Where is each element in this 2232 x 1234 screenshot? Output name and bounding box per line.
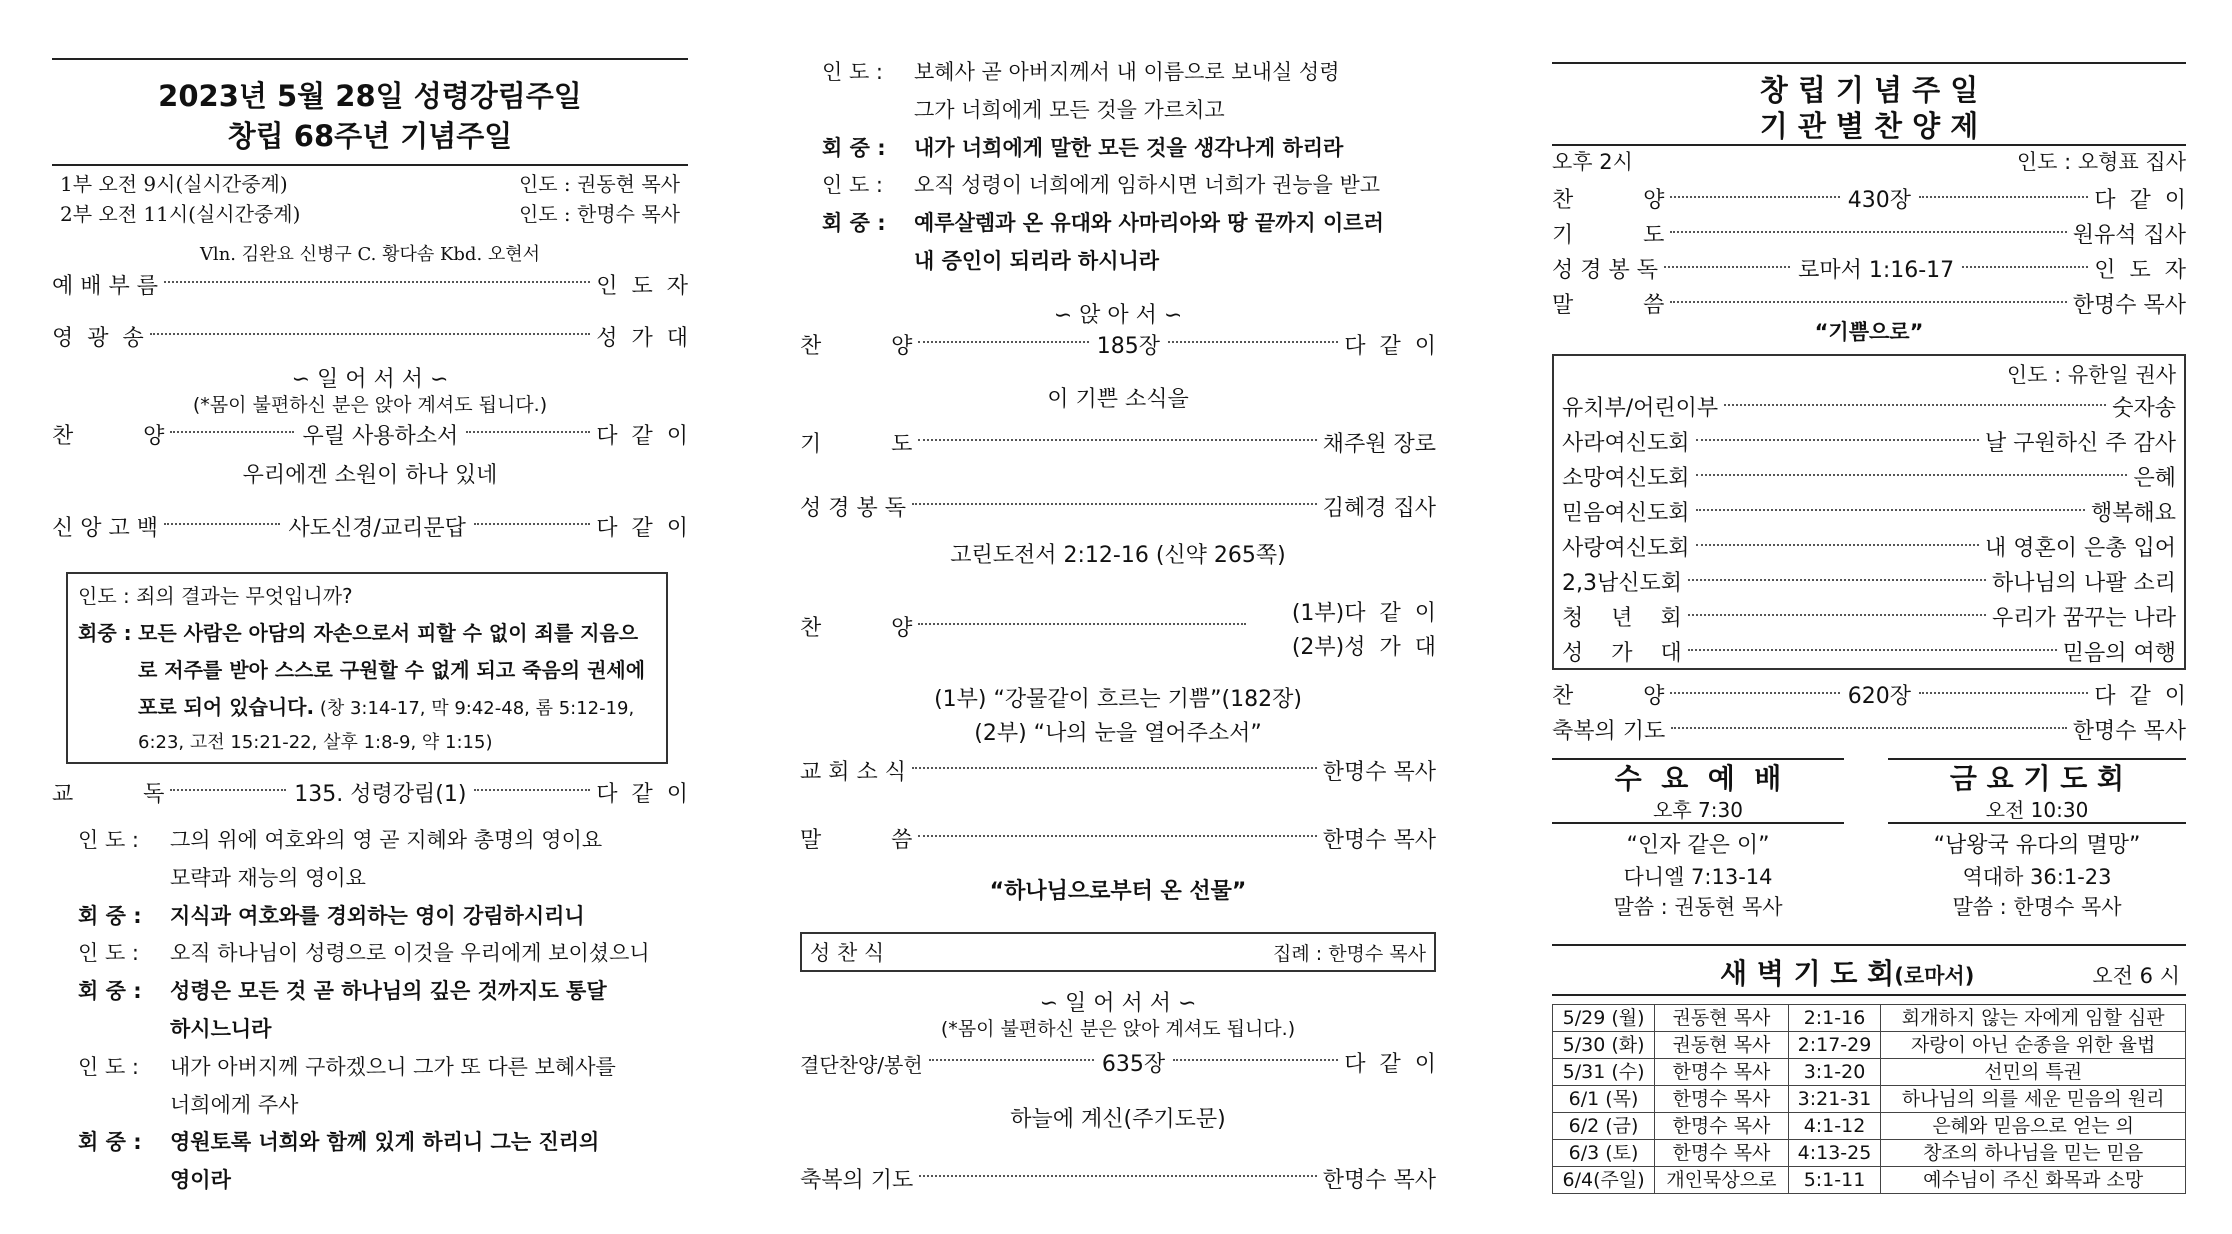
table-cell: 6/4(주일)	[1553, 1167, 1655, 1194]
table-cell: 한명수 목사	[1655, 1059, 1789, 1086]
wednesday-service: 수 요 예 배 오후 7:30 “인자 같은 이” 다니엘 7:13-14 말씀 : 권동현 목사	[1552, 758, 1844, 922]
sermon-title: “하나님으로부터 온 선물”	[989, 879, 1247, 904]
anthem-1-title: (1부) “강물같이 흐르는 기쁨”(182장)	[934, 687, 1302, 712]
stand-marker-2: ∽ 일 어 서 서 ∽	[1039, 991, 1197, 1016]
table-cell: 6/2 (금)	[1553, 1113, 1655, 1140]
table-cell: 선민의 특권	[1881, 1059, 2186, 1086]
table-cell: 2:1-16	[1788, 1005, 1881, 1032]
choir-festival-box: 인도 : 유한일 권사 유치부/어린이부 숫자송 사라여신도회 날 구원하신 주 감사 소망여신도회 은혜 믿음여신도회 행복해요 사랑여신도회 내 영혼이 은총 입어 2,3남신도회 하나님의 나팔 소리 청 년 회 우리가 꿈꾸는 나라 성 가 대 믿음의 여행	[1552, 354, 2186, 670]
anniversary-sermon-title: “기쁨으로”	[1814, 320, 1924, 344]
anniversary-subtitle: 기 관 별 찬 양 제	[1759, 109, 1979, 143]
hymn-2-title: 이 기쁜 소식을	[1047, 387, 1189, 412]
anniversary-time-leader: 오후 2시 인도 : 오형표 집사	[1552, 150, 2186, 174]
responsive-reading-continued: 인 도 : 보혜사 곧 아버지께서 내 이름으로 보내실 성령 그가 너희에게 모든 것을 가르치고 회 중 : 내가 너희에게 말한 모든 것을 생각나게 하리라 인 도 : 오직 성령이 너희에게 임하시면 너희가 권능을 받고 회 중 : 예루살렘과 온 유대와 사마리아와 땅 끝까지 이르러 내 증인이 되리라 하시니라	[822, 60, 1384, 273]
dawn-schedule-table	[1552, 1004, 2186, 1194]
order-creed: 신 앙 고 백 사도신경/교리문답 다 같 이	[52, 516, 689, 541]
order-hymn: 찬 양 우릴 사용하소서 다 같 이	[52, 424, 688, 449]
order-scripture: 성 경 봉 독 김혜경 집사	[800, 496, 1436, 521]
table-cell: 2:17-29	[1788, 1032, 1881, 1059]
table-cell: 4:1-12	[1788, 1113, 1881, 1140]
friday-prayer-meeting: 금 요 기 도 회 오전 10:30 “남왕국 유다의 멸망” 역대하 36:1-23 말씀 : 한명수 목사	[1888, 758, 2186, 922]
table-row	[1553, 1113, 2186, 1140]
c3-top-rule	[1552, 62, 2186, 64]
bulletin-subtitle: 창립 68주년 기념주일	[227, 119, 513, 153]
table-cell: 한명수 목사	[1655, 1086, 1789, 1113]
order-prayer: 기 도 채주원 장로	[800, 432, 1436, 457]
c3-title-rule	[1552, 144, 2186, 146]
catechism-answer: 모든 사람은 아담의 자손으로서 피할 수 없이 죄를 지음으 로 저주를 받아 스스로 구원할 수 없게 되고 죽음의 권세에 포로 되어 있습니다. (창 3:14-17, 막 9:42-48, 롬 5:12-19, 6:23, 고전 15:21-22, 살후 1:8-9, 약 1:15)	[138, 621, 646, 753]
stand-note: (*몸이 불편하신 분은 앉아 계셔도 됩니다.)	[192, 394, 548, 416]
table-cell: 개인묵상으로	[1655, 1167, 1789, 1194]
order-benediction: 축복의 기도 한명수 목사	[800, 1168, 1436, 1193]
sit-marker: ∽ 앉 아 서 ∽	[1053, 303, 1183, 328]
table-cell: 3:21-31	[1788, 1086, 1881, 1113]
order-sermon: 말 씀 한명수 목사	[800, 828, 1436, 853]
table-cell: 한명수 목사	[1655, 1113, 1789, 1140]
table-cell: 권동현 목사	[1655, 1032, 1789, 1059]
bulletin-title: 2023년 5월 28일 성령강림주일	[158, 79, 582, 113]
order-church-news: 교 회 소 식 한명수 목사	[800, 760, 1436, 785]
table-cell: 창조의 하나님을 믿는 믿음	[1881, 1140, 2186, 1167]
table-cell: 5/31 (수)	[1553, 1059, 1655, 1086]
dawn-rule	[1552, 994, 2186, 996]
catechism-answer-label: 회중 :	[78, 621, 132, 645]
order-responsive-reading: 교 독 135. 성령강림(1) 다 같 이	[52, 782, 689, 807]
scripture-reference: 고린도전서 2:12-16 (신약 265쪽)	[950, 543, 1286, 568]
anniversary-title: 창 립 기 념 주 일	[1759, 73, 1979, 107]
table-cell: 5/29 (월)	[1553, 1005, 1655, 1032]
table-cell: 권동현 목사	[1655, 1005, 1789, 1032]
table-cell: 6/1 (목)	[1553, 1086, 1655, 1113]
table-cell: 자랑이 아닌 순종을 위한 율법	[1881, 1032, 2186, 1059]
table-cell: 5:1-11	[1788, 1167, 1881, 1194]
table-cell: 5/30 (화)	[1553, 1032, 1655, 1059]
table-cell: 예수님이 주신 화목과 소망	[1881, 1167, 2186, 1194]
table-cell: 4:13-25	[1788, 1140, 1881, 1167]
table-row	[1553, 1059, 2186, 1086]
catechism-box	[66, 572, 668, 764]
dawn-prayer-header: 새 벽 기 도 회 (로마서) 오전 6 시	[1552, 944, 2186, 992]
order-call-to-worship: 예 배 부 름 인 도 자	[52, 274, 688, 299]
top-rule	[52, 58, 688, 60]
hymn-title: 우리에겐 소원이 하나 있네	[242, 463, 498, 488]
title-rule	[52, 164, 688, 166]
table-cell: 은혜와 믿음으로 얻는 의	[1881, 1113, 2186, 1140]
table-row	[1553, 1032, 2186, 1059]
communion-box: 성 찬 식 집례 : 한명수 목사	[800, 932, 1436, 972]
service-2: 2부 오전 11시(실시간중계) 인도 : 한명수 목사	[60, 202, 680, 226]
table-row	[1553, 1140, 2186, 1167]
offering-hymn-title: 하늘에 계신(주기도문)	[1010, 1107, 1226, 1132]
stand-note-2: (*몸이 불편하신 분은 앉아 계셔도 됩니다.)	[940, 1018, 1296, 1040]
table-cell: 6/3 (토)	[1553, 1140, 1655, 1167]
table-row	[1553, 1167, 2186, 1194]
order-hymn-2: 찬 양 185장 다 같 이	[800, 334, 1437, 359]
anniversary-order: 찬 양 430장 다 같 이 기 도 원유석 집사 성 경 봉 독 로마서 1:16-17 인 도 자 말 씀 한명수 목사	[1552, 188, 2187, 319]
musicians: Vln. 김완요 신병구 C. 황다솜 Kbd. 오현서	[199, 244, 541, 265]
service-1: 1부 오전 9시(실시간중계) 인도 : 권동현 목사	[60, 172, 680, 196]
order-gloria: 영 광 송 성 가 대	[52, 326, 688, 351]
catechism-question: 인도 : 죄의 결과는 무엇입니까?	[78, 584, 353, 608]
order-anthem: 찬 양 (1부)다 같 이 (2부)성 가 대	[800, 601, 1436, 660]
table-cell: 회개하지 않는 자에게 임할 심판	[1881, 1005, 2186, 1032]
responsive-reading-text: 인 도 : 그의 위에 여호와의 영 곧 지혜와 총명의 영이요 모략과 재능의 영이요 회 중 : 지식과 여호와를 경외하는 영이 강림하시리니 인 도 : 오직 하나님이 성령으로 이것을 우리에게 보이셨으니 회 중 : 성령은 모든 것 곧 하나님의 깊은 것까지도 통달 하시느니라 인 도 : 내가 아버지께 구하겠으니 그가 또 다른 보혜사를 너희에게 주사 회 중 : 영원토록 너희와 함께 있게 하리니 그는 진리의 영이라	[78, 828, 650, 1193]
table-cell: 3:1-20	[1788, 1059, 1881, 1086]
table-cell: 하나님의 의를 세운 믿음의 원리	[1881, 1086, 2186, 1113]
anthem-2-title: (2부) “나의 눈을 열어주소서”	[974, 721, 1262, 746]
table-row	[1553, 1005, 2186, 1032]
anniversary-closing: 찬 양 620장 다 같 이 축복의 기도 한명수 목사	[1552, 684, 2187, 745]
dawn-schedule	[1552, 1004, 2186, 1194]
order-offering: 결단찬양/봉헌 635장 다 같 이	[800, 1052, 1436, 1078]
table-row	[1553, 1086, 2186, 1113]
stand-marker: ∽ 일 어 서 서 ∽	[291, 367, 449, 392]
table-cell: 한명수 목사	[1655, 1140, 1789, 1167]
